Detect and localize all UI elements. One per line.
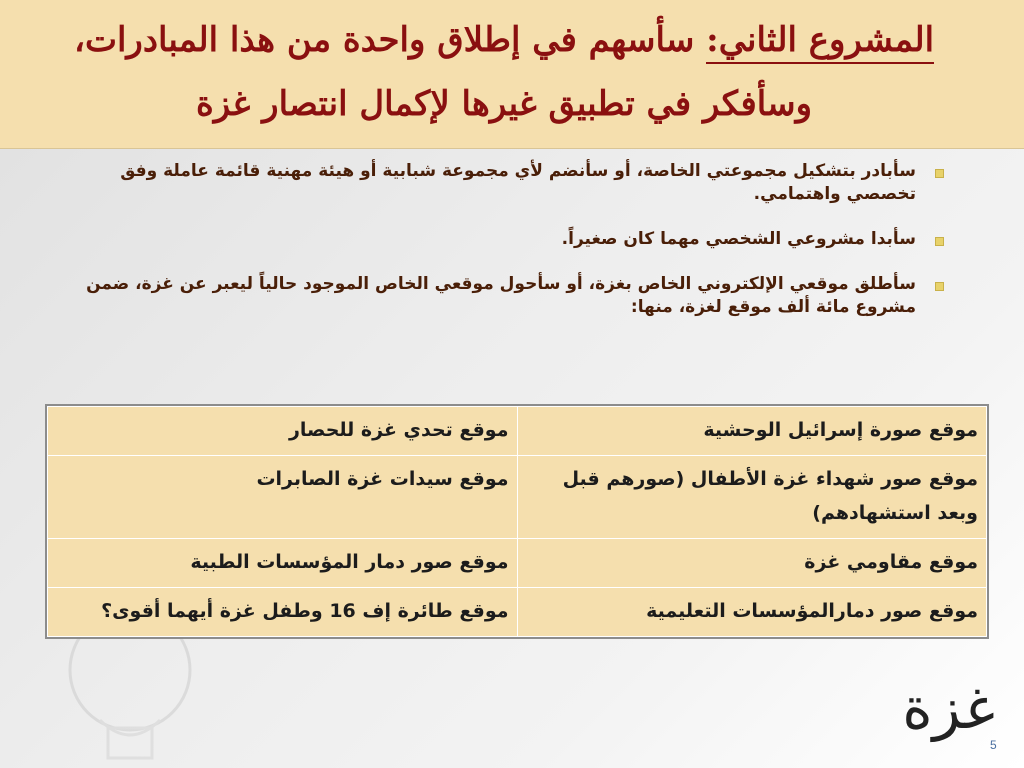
bullet-item xyxy=(74,160,944,206)
table-row xyxy=(48,539,987,588)
page-number: 5 xyxy=(990,738,997,752)
square-bullet-icon xyxy=(935,169,944,178)
table-row xyxy=(48,456,987,539)
slide-header xyxy=(0,0,1024,149)
table-cell: موقع صور شهداء غزة الأطفال (صورهم قبل وبعد استشهادهم) xyxy=(517,456,987,539)
table-row xyxy=(48,588,987,637)
gaza-logo: غزة xyxy=(902,674,995,742)
bullet-text: سأطلق موقعي الإلكتروني الخاص بغزة، أو سأحول موقعي الخاص الموجود حالياً ليعبر عن غزة، ضمن مشروع مائة ألف موقع لغزة، منها: xyxy=(86,274,916,317)
bullet-item xyxy=(74,273,944,319)
table-cell: موقع مقاومي غزة xyxy=(517,539,987,588)
table-cell: موقع طائرة إف 16 وطفل غزة أيهما أقوى؟ xyxy=(48,588,518,637)
table-cell: موقع صور دمارالمؤسسات التعليمية xyxy=(517,588,987,637)
bullet-item xyxy=(74,228,944,251)
table-cell: موقع سيدات غزة الصابرات xyxy=(48,456,518,539)
websites-table xyxy=(45,404,989,639)
bullet-text: سأبادر بتشكيل مجموعتي الخاصة، أو سأنضم لأي مجموعة شبابية أو هيئة مهنية قائمة عاملة وفق تخصصي واهتمامي. xyxy=(120,161,916,204)
table-cell: موقع تحدي غزة للحصار xyxy=(48,407,518,456)
bullet-text: سأبدا مشروعي الشخصي مهما كان صغيراً. xyxy=(561,229,916,249)
table-cell: موقع صور دمار المؤسسات الطبية xyxy=(48,539,518,588)
table-row xyxy=(48,407,987,456)
slide-title xyxy=(24,8,984,136)
square-bullet-icon xyxy=(935,282,944,291)
title-label: المشروع الثاني: xyxy=(706,20,934,64)
table-cell: موقع صورة إسرائيل الوحشية xyxy=(517,407,987,456)
bullet-list xyxy=(74,160,944,341)
square-bullet-icon xyxy=(935,237,944,246)
title-text: سأسهم في إطلاق واحدة من هذا المبادرات، وسأفكر في تطبيق غيرها لإكمال انتصار غزة xyxy=(73,20,813,124)
